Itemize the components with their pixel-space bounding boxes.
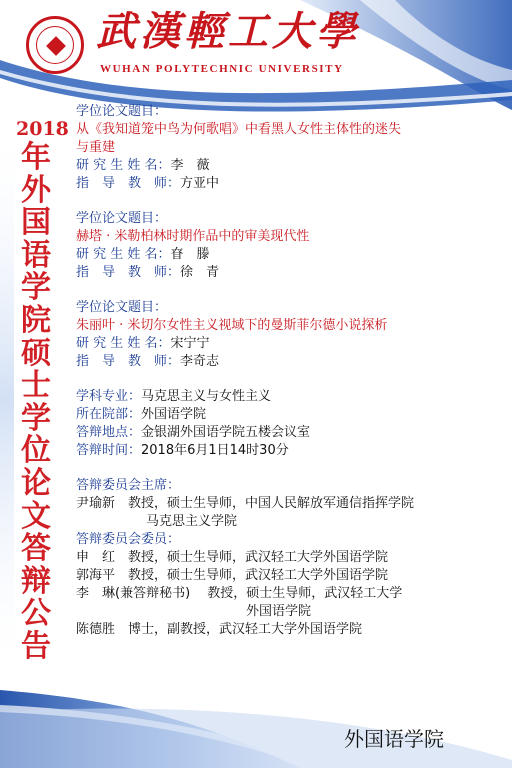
thesis-block	[76, 299, 506, 371]
advisor-label: 指 导 教 师：	[76, 176, 181, 191]
student-name: 眘 滕	[170, 247, 210, 262]
thesis-title-label: 学位论文题目：	[76, 104, 168, 119]
announcement-body	[76, 103, 506, 639]
major-label: 学科专业：	[76, 389, 142, 404]
thesis-block	[76, 103, 506, 193]
location-row	[76, 424, 506, 442]
committee-chair-continued: 马克思主义学院	[146, 514, 238, 529]
time-label: 答辩时间：	[76, 443, 142, 458]
logo-english-name: WUHAN POLYTECHNIC UNIVERSITY	[100, 63, 344, 75]
vertical-title-char: 语	[21, 237, 51, 273]
committee	[76, 477, 506, 639]
student-name: 李 薇	[170, 158, 210, 173]
advisor-row	[76, 264, 506, 282]
advisor-name: 方亚中	[180, 176, 220, 191]
advisor-row	[76, 175, 506, 193]
time-value: 2018年6月1日14时30分	[141, 443, 289, 458]
vertical-title-char: 位	[21, 433, 51, 469]
thesis-title: 从《我知道笼中鸟为何歌唱》中看黑人女性主体性的迷失	[76, 122, 402, 137]
student-name: 宋宁宁	[170, 336, 210, 351]
thesis-title-continued: 与重建	[76, 140, 116, 155]
vertical-title-char: 文	[21, 498, 51, 534]
vertical-title-char: 年	[21, 140, 51, 175]
vertical-title	[16, 116, 69, 664]
committee-member: 郭海平 教授，硕士生导师，武汉轻工大学外国语学院	[76, 568, 389, 583]
thesis-block	[76, 210, 506, 282]
thesis-title: 赫塔 · 米勒柏林时期作品中的审美现代性	[76, 229, 310, 244]
vertical-title-char: 外	[21, 172, 51, 208]
header	[0, 0, 512, 86]
committee-member: 李 琳(兼答辩秘书) 教授，硕士生导师，武汉轻工大学	[76, 586, 403, 601]
thesis-title: 朱丽叶 · 米切尔女性主义视域下的曼斯菲尔德小说探析	[76, 318, 388, 333]
time-row	[76, 442, 506, 460]
university-seal-icon	[26, 16, 84, 74]
student-label: 研 究 生 姓 名：	[76, 158, 171, 173]
student-row	[76, 246, 506, 264]
committee-chair-label: 答辩委员会主席：	[76, 478, 181, 493]
vertical-title-char: 院	[21, 302, 51, 338]
vertical-title-char: 士	[21, 368, 51, 404]
vertical-title-char: 答	[21, 531, 51, 567]
department-label: 所在院部：	[76, 407, 142, 422]
location-value: 金银湖外国语学院五楼会议室	[141, 425, 311, 440]
vertical-title-char: 学	[21, 400, 51, 436]
committee-member-continued: 外国语学院	[246, 604, 312, 619]
vertical-title-char: 论	[21, 465, 51, 501]
vertical-title-char: 辩	[21, 563, 51, 599]
student-label: 研 究 生 姓 名：	[76, 247, 171, 262]
student-row	[76, 335, 506, 353]
committee-member: 陈德胜 博士，副教授，武汉轻工大学外国语学院	[76, 622, 363, 637]
vertical-title-char: 硕	[21, 335, 51, 371]
committee-member: 申 红 教授，硕士生导师，武汉轻工大学外国语学院	[76, 550, 389, 565]
vertical-title-char: 学	[21, 270, 51, 306]
advisor-name: 徐 青	[180, 265, 220, 280]
advisor-label: 指 导 教 师：	[76, 354, 181, 369]
advisor-label: 指 导 教 师：	[76, 265, 181, 280]
vertical-title-char: 国	[21, 205, 51, 241]
vertical-title-char: 公	[21, 596, 51, 632]
major-value: 马克思主义与女性主义	[141, 389, 272, 404]
department-row	[76, 406, 506, 424]
committee-chair: 尹瑜新 教授，硕士生导师，中国人民解放军通信指挥学院	[76, 496, 415, 511]
vertical-title-char: 告	[21, 628, 51, 664]
student-row	[76, 157, 506, 175]
thesis-title-label: 学位论文题目：	[76, 211, 168, 226]
thesis-title-label: 学位论文题目：	[76, 300, 168, 315]
logo-chinese-name: 武漢輕工大學	[96, 8, 360, 55]
advisor-name: 李奇志	[180, 354, 220, 369]
vertical-title-year: 2018	[16, 118, 69, 140]
student-label: 研 究 生 姓 名：	[76, 336, 171, 351]
defense-info	[76, 388, 506, 460]
major-row	[76, 388, 506, 406]
committee-members-label: 答辩委员会委员：	[76, 532, 181, 547]
advisor-row	[76, 353, 506, 371]
department-value: 外国语学院	[141, 407, 207, 422]
location-label: 答辩地点：	[76, 425, 142, 440]
footer-organization: 外国语学院	[344, 727, 444, 751]
